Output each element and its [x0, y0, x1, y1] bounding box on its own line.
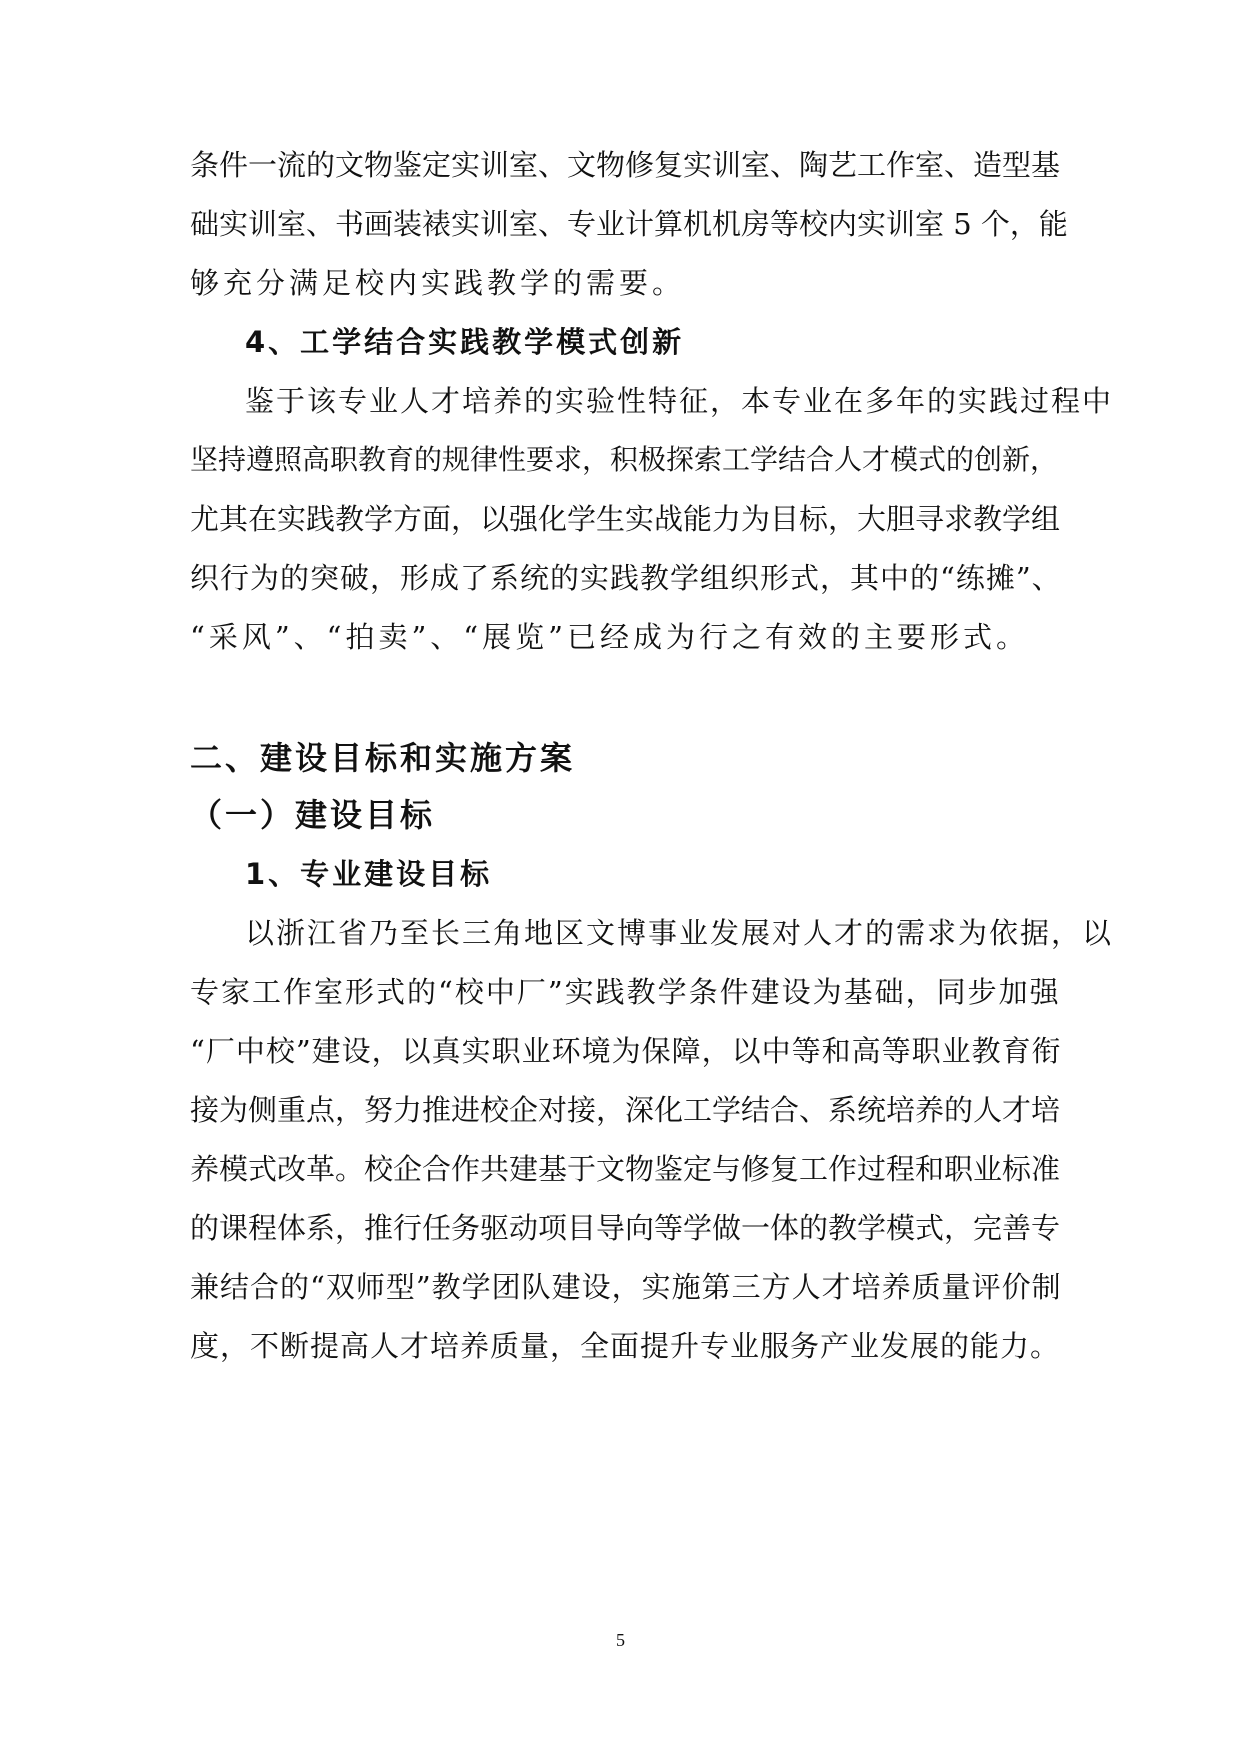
paragraph-line: 养模式改革。校企合作共建基于文物鉴定与修复工作过程和职业标准	[190, 1152, 1061, 1186]
paragraph-line: 以浙江省乃至长三角地区文博事业发展对人才的需求为依据，以	[245, 916, 1114, 950]
paragraph-line: 尤其在实践教学方面，以强化学生实战能力为目标，大胆寻求教学组	[190, 502, 1061, 536]
paragraph-line: 兼结合的“双师型”教学团队建设，实施第三方人才培养质量评价制	[190, 1270, 1062, 1304]
paragraph-line: 础实训室、书画装裱实训室、专业计算机机房等校内实训室 5 个，能	[190, 207, 1068, 241]
paragraph-line: 度，不断提高人才培养质量，全面提升专业服务产业发展的能力。	[190, 1329, 1061, 1363]
paragraph-line: 条件一流的文物鉴定实训室、文物修复实训室、陶艺工作室、造型基	[190, 148, 1061, 182]
paragraph-line: 够充分满足校内实践教学的需要。	[190, 266, 686, 300]
section-heading: 二、建设目标和实施方案	[190, 739, 576, 777]
subheading: 4、工学结合实践教学模式创新	[245, 325, 685, 359]
page-number: 5	[616, 1630, 625, 1650]
paragraph-line: 织行为的突破，形成了系统的实践教学组织形式，其中的“练摊”、	[190, 561, 1062, 595]
subheading: 1、专业建设目标	[245, 857, 493, 891]
subsection-heading: （一）建设目标	[190, 796, 436, 834]
paragraph-line: “采风”、“拍卖”、“展览”已经成为行之有效的主要形式。	[190, 620, 1029, 654]
paragraph-line: 接为侧重点，努力推进校企对接，深化工学结合、系统培养的人才培	[190, 1093, 1061, 1127]
paragraph-line: 的课程体系，推行任务驱动项目导向等学做一体的教学模式，完善专	[190, 1211, 1061, 1245]
paragraph-line: 鉴于该专业人才培养的实验性特征，本专业在多年的实践过程中	[245, 384, 1114, 418]
paragraph-line: 坚持遵照高职教育的规律性要求，积极探索工学结合人才模式的创新，	[190, 443, 1059, 476]
paragraph-line: “厂中校”建设，以真实职业环境为保障，以中等和高等职业教育衔	[190, 1034, 1062, 1068]
paragraph-line: 专家工作室形式的“校中厂”实践教学条件建设为基础，同步加强	[190, 975, 1061, 1009]
